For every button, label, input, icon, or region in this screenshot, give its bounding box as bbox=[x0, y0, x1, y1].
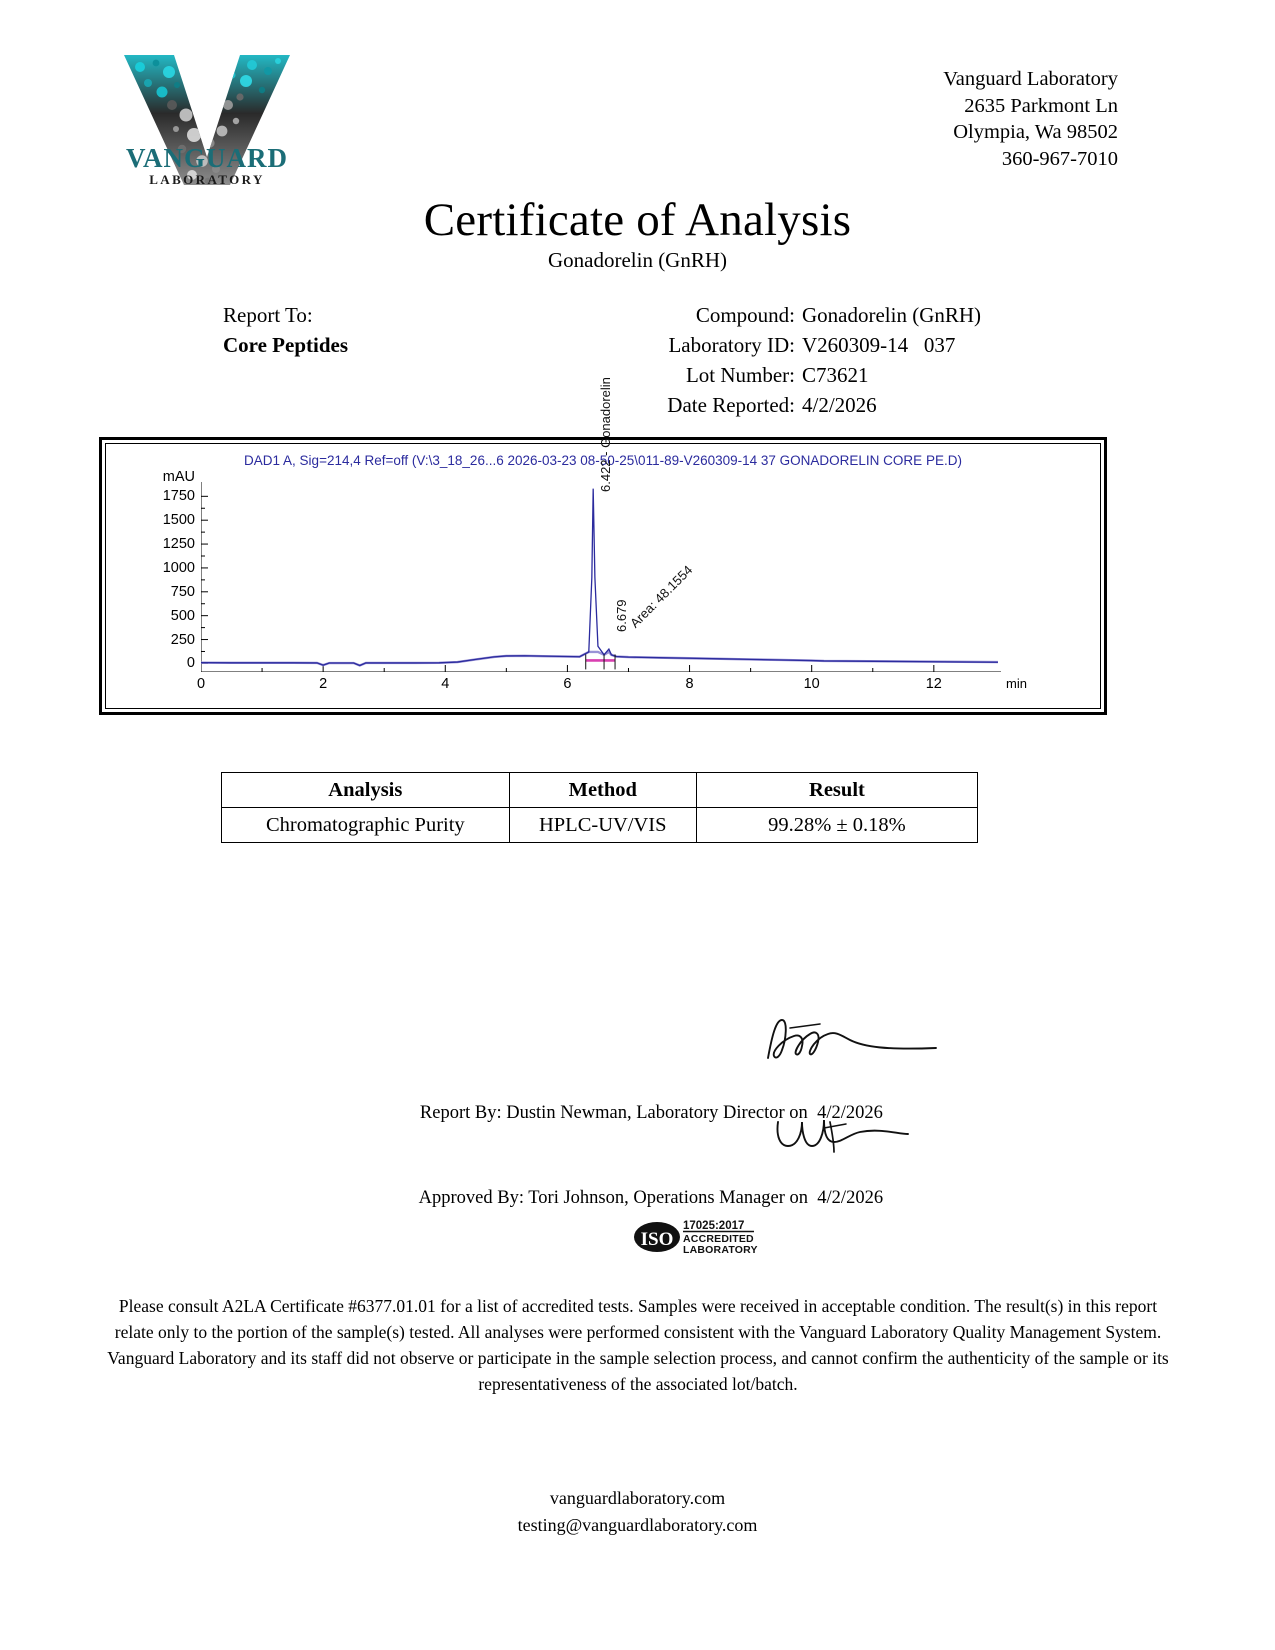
report-by-line bbox=[0, 1082, 1275, 1145]
y-axis-tick-label: 500 bbox=[170, 607, 195, 624]
y-axis-tick-label: 1500 bbox=[162, 512, 195, 529]
laboratory-id-label: Laboratory ID: bbox=[668, 333, 795, 357]
iso-laboratory-text: LABORATORY bbox=[683, 1244, 758, 1256]
page-footer bbox=[0, 1485, 1275, 1539]
report-by-text: Report By: Dustin Newman, Laboratory Director on bbox=[419, 1103, 808, 1123]
lab-address-block bbox=[943, 66, 1118, 172]
meta-row-lot-number bbox=[560, 360, 1060, 390]
column-header-method: Method bbox=[509, 773, 696, 808]
x-axis-tick-label: 6 bbox=[563, 676, 572, 692]
meta-row-date-reported bbox=[560, 390, 1060, 420]
x-axis-tick-label: 10 bbox=[803, 676, 820, 692]
x-axis-tick-label: 12 bbox=[925, 676, 942, 692]
laboratory-id-value: V260309-14 037 bbox=[802, 333, 956, 357]
logo-wordmark-vanguard: VANGUARD bbox=[125, 143, 289, 173]
column-header-analysis: Analysis bbox=[222, 773, 510, 808]
lab-address-line-3: Olympia, Wa 98502 bbox=[953, 121, 1118, 143]
meta-row-laboratory-id bbox=[560, 330, 1060, 360]
y-axis-tick-label: 250 bbox=[170, 631, 195, 648]
y-axis-tick-label: 1250 bbox=[162, 536, 195, 553]
compound-label: Compound: bbox=[695, 303, 795, 327]
y-axis-unit-label: mAU bbox=[162, 469, 195, 486]
cell-result: 99.28% ± 0.18% bbox=[696, 808, 977, 843]
y-axis-tick-label: 1000 bbox=[162, 559, 195, 576]
compound-value: Gonadorelin (GnRH) bbox=[802, 303, 982, 327]
lab-address-phone: 360-967-7010 bbox=[1001, 147, 1118, 170]
chromatogram-title: DAD1 A, Sig=214,4 Ref=off (V:\3_18_26...6 2026-03-23 08-50-25\011-89-V260309-14 37 GONADORELIN CORE PE.D) bbox=[244, 453, 962, 468]
cell-method: HPLC-UV/VIS bbox=[509, 808, 696, 843]
vanguard-logo bbox=[112, 45, 302, 190]
chromatogram-peak-label: Area: 48.1554 bbox=[627, 562, 696, 631]
date-reported-value: 4/2/2026 bbox=[802, 393, 877, 417]
page-header bbox=[0, 0, 1275, 190]
iso-accredited-text: ACCREDITED bbox=[683, 1233, 754, 1245]
y-axis-tick-label: 750 bbox=[170, 583, 195, 600]
column-header-result: Result bbox=[696, 773, 977, 808]
lot-number-value: C73621 bbox=[802, 363, 869, 387]
page-subtitle: Gonadorelin (GnRH) bbox=[547, 248, 728, 272]
page-title: Certificate of Analysis bbox=[423, 194, 852, 246]
report-to-value: Core Peptides bbox=[223, 333, 349, 357]
report-to-block bbox=[223, 300, 348, 360]
chromatogram-peak-label: 6.679 bbox=[613, 599, 629, 632]
logo-wordmark-laboratory: LABORATORY bbox=[149, 172, 265, 187]
vanguard-logo-icon bbox=[112, 45, 302, 190]
approved-by-date: 4/2/2026 bbox=[817, 1188, 884, 1208]
lot-number-label: Lot Number: bbox=[685, 363, 795, 387]
date-reported-label: Date Reported: bbox=[667, 393, 795, 417]
x-axis-tick-label: 8 bbox=[685, 676, 694, 692]
iso-mark-text: ISO bbox=[640, 1229, 674, 1250]
lab-address-line-2: 2635 Parkmont Ln bbox=[964, 94, 1118, 117]
footer-email: testing@vanguardlaboratory.com bbox=[517, 1515, 758, 1535]
meta-row-compound bbox=[560, 300, 1060, 330]
tori-johnson-signature-icon bbox=[768, 1108, 958, 1158]
x-axis-unit-label: min bbox=[1006, 676, 1027, 691]
iso-standard-number: 17025:2017 bbox=[683, 1220, 745, 1232]
sample-meta-block bbox=[560, 300, 1060, 420]
table-header-row bbox=[222, 773, 978, 808]
approved-by-text: Approved By: Tori Johnson, Operations Manager on bbox=[418, 1188, 809, 1208]
x-axis-tick-label: 2 bbox=[319, 676, 328, 692]
cell-analysis: Chromatographic Purity bbox=[222, 808, 510, 843]
meta-block bbox=[0, 300, 1275, 420]
y-axis-tick-label: 1750 bbox=[162, 488, 195, 505]
x-axis-tick-label: 0 bbox=[196, 676, 206, 692]
disclaimer-text: Please consult A2LA Certificate #6377.01.01 for a list of accredited tests. Samples were received in acceptable condition. The result(s) in this report relate only to the portion of the sample(s) tested. All analyses were performed consistent with the Vanguard Laboratory Quality Management System. Vanguard Laboratory and its staff did not observe or participate in the sample selection process, and cannot confirm the authenticity of the sample or its representativeness of the associated lot/batch. bbox=[107, 1296, 1169, 1394]
report-by-date: 4/2/2026 bbox=[817, 1103, 883, 1123]
chromatogram-svg bbox=[201, 482, 1001, 672]
y-axis-tick-label: 0 bbox=[186, 655, 195, 672]
chromatogram-peak-label: 6.422 - Gonadorelin bbox=[598, 377, 614, 492]
dustin-newman-signature-icon bbox=[760, 1010, 960, 1070]
lab-address-line-1: Vanguard Laboratory bbox=[943, 68, 1118, 90]
table-row bbox=[222, 808, 978, 843]
footer-website: vanguardlaboratory.com bbox=[549, 1488, 726, 1508]
x-axis-tick-label: 4 bbox=[441, 676, 450, 692]
iso-accreditation-seal bbox=[633, 1216, 773, 1258]
results-table bbox=[221, 772, 978, 843]
iso-seal-icon bbox=[633, 1216, 773, 1258]
report-to-label: Report To: bbox=[223, 303, 313, 327]
